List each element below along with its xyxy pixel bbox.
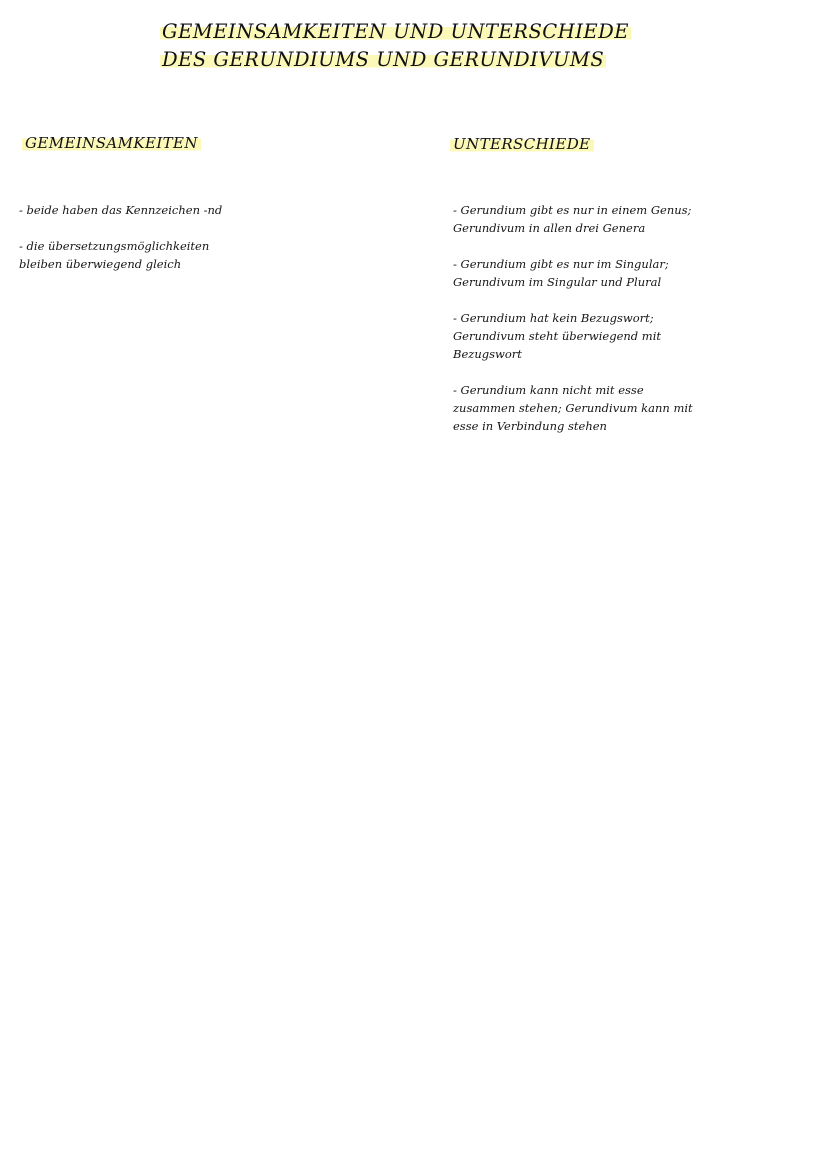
page-title bbox=[160, 18, 631, 74]
gemeinsamkeiten-list bbox=[19, 201, 279, 291]
list-item: - beide haben das Kennzeichen -nd bbox=[19, 203, 223, 217]
page-title-line-1 bbox=[160, 18, 631, 46]
heading-unterschiede: UNTERSCHIEDE bbox=[450, 133, 594, 155]
unterschiede-list bbox=[453, 201, 753, 453]
page-title-line-1-text: GEMEINSAMKEITEN UND UNTERSCHIEDE bbox=[162, 20, 630, 43]
list-item: - Gerundium gibt es nur im Singular; Gerundivum im Singular und Plural bbox=[453, 257, 669, 289]
page-title-line-2-text: DES GERUNDIUMS UND GERUNDIVUMS bbox=[162, 48, 605, 71]
heading-gemeinsamkeiten: GEMEINSAMKEITEN bbox=[22, 132, 201, 154]
page-title-line-2 bbox=[160, 46, 631, 74]
list-item: - Gerundium gibt es nur in einem Genus; Gerundivum in allen drei Genera bbox=[453, 203, 692, 235]
list-item: - Gerundium hat kein Bezugswort; Gerundivum steht überwiegend mit Bezugswort bbox=[453, 311, 662, 361]
list-item: - Gerundium kann nicht mit esse zusammen stehen; Gerundivum kann mit esse in Verbindung stehen bbox=[453, 383, 693, 433]
list-item: - die übersetzungsmöglichkeiten bleiben überwiegend gleich bbox=[19, 239, 210, 271]
